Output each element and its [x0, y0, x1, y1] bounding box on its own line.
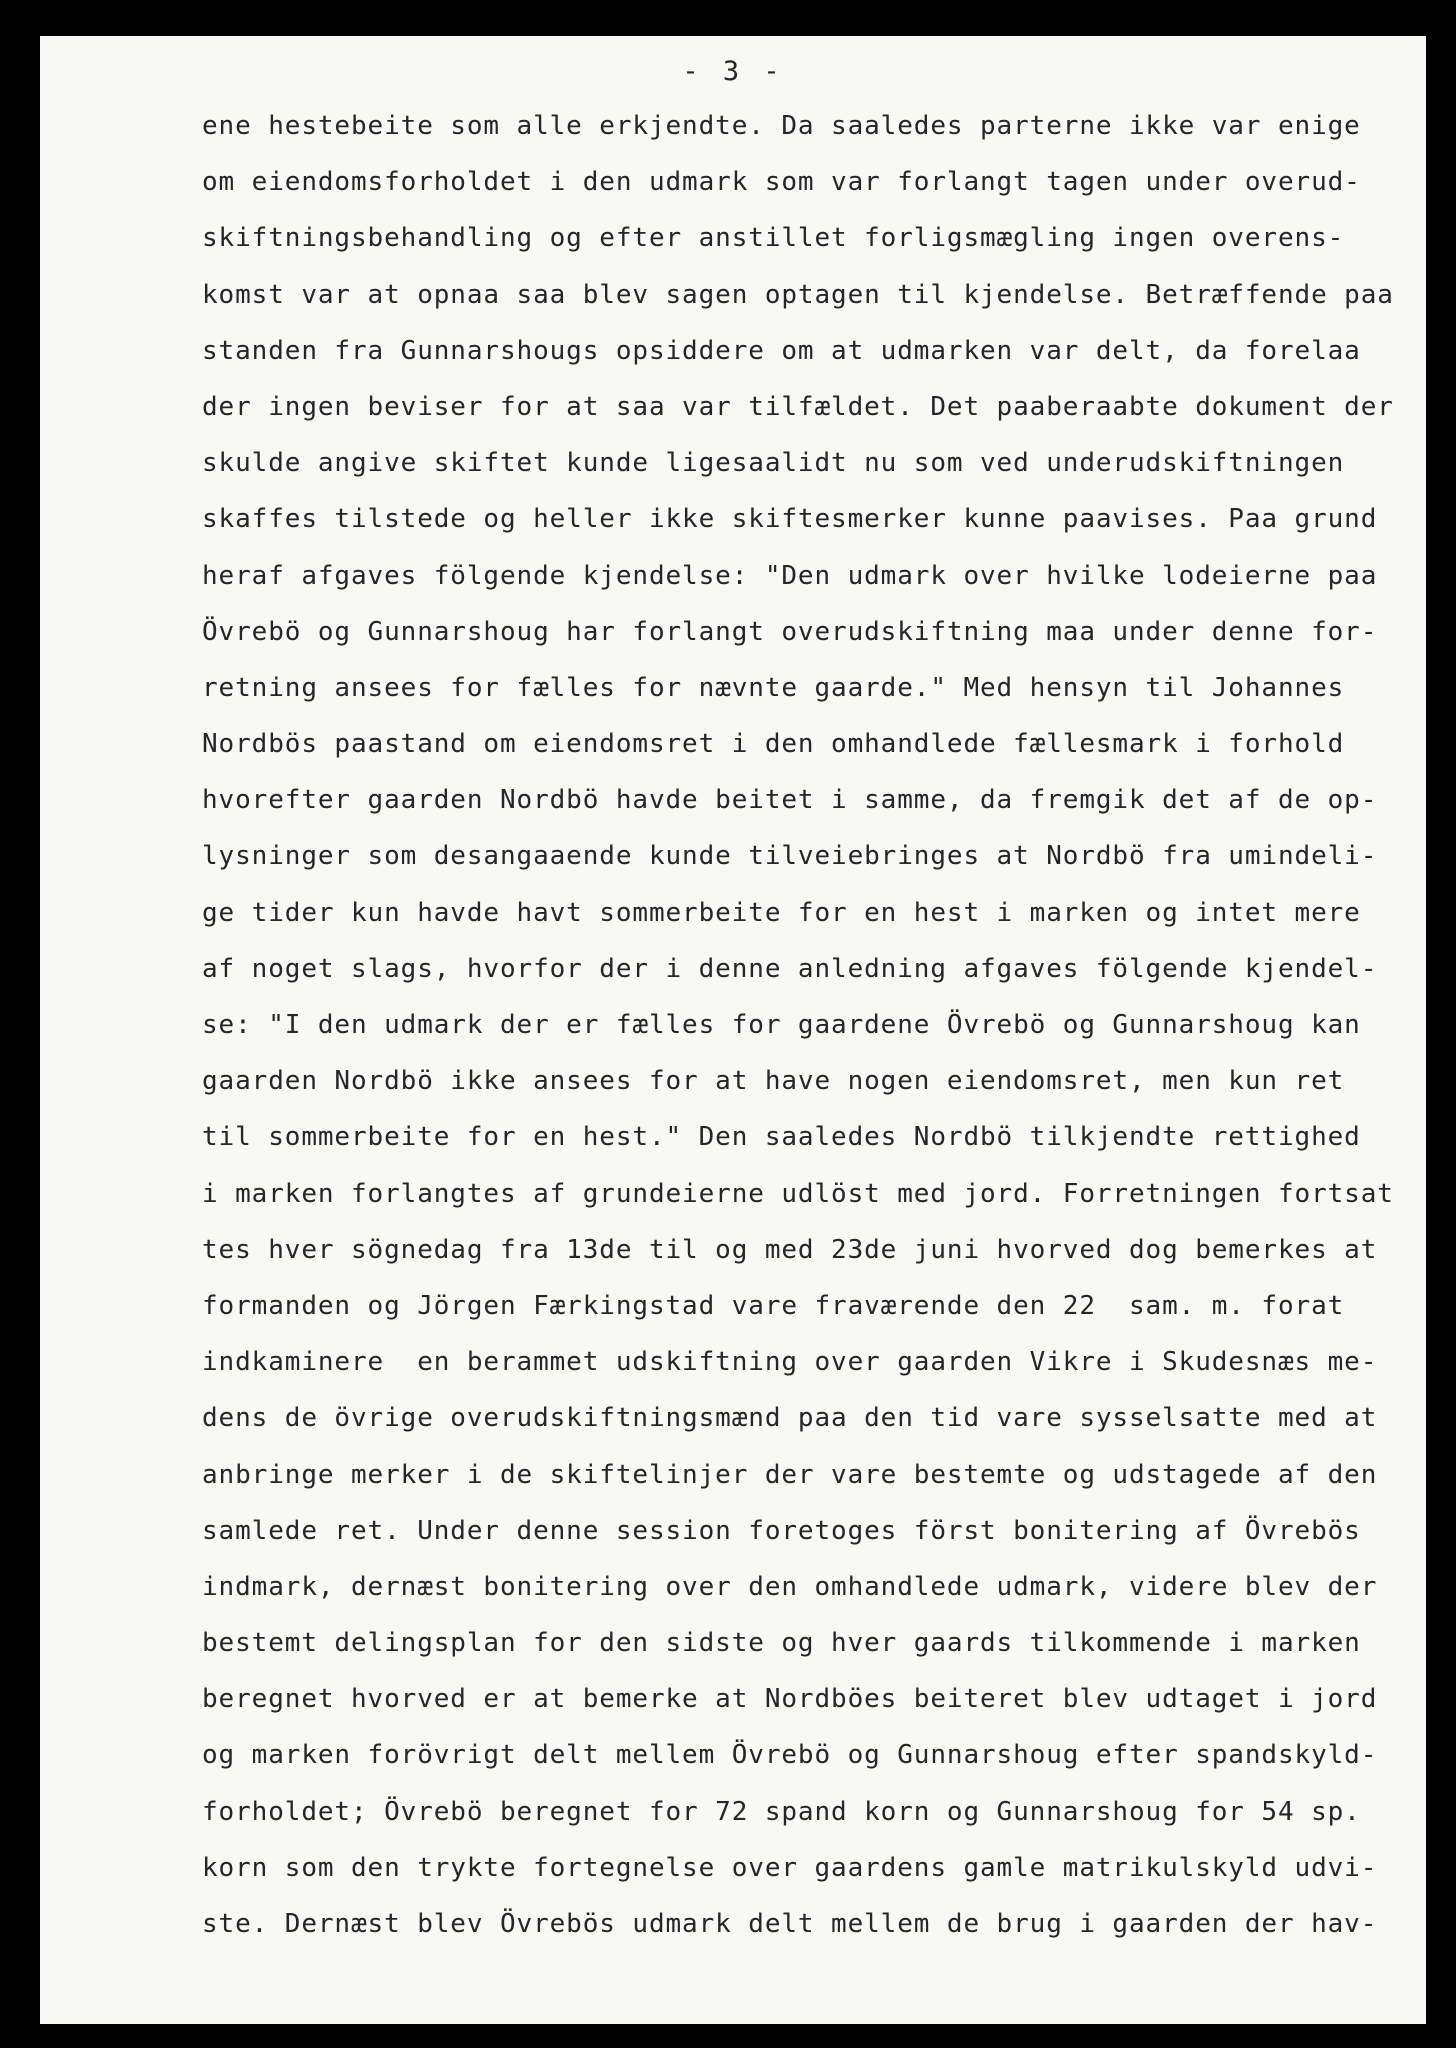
- text-line: gaarden Nordbö ikke ansees for at have nogen eiendomsret, men kun ret: [202, 1066, 1345, 1097]
- text-line: lysninger som desangaaende kunde tilveiebringes at Nordbö fra umindeli-: [202, 841, 1378, 872]
- text-line: samlede ret. Under denne session foretoges först bonitering af Övrebös: [202, 1515, 1361, 1546]
- document-page: [40, 36, 1426, 2024]
- text-line: bestemt delingsplan for den sidste og hver gaards tilkommende i marken: [202, 1628, 1361, 1659]
- text-line: om eiendomsforholdet i den udmark som var forlangt tagen under overud-: [202, 167, 1361, 198]
- text-line: ge tider kun havde havt sommerbeite for en hest i marken og intet mere: [202, 897, 1361, 928]
- text-line: standen fra Gunnarshougs opsiddere om at udmarken var delt, da forelaa: [202, 335, 1361, 366]
- text-line: i marken forlangtes af grundeierne udlöst med jord. Forretningen fortsat: [202, 1178, 1394, 1209]
- text-line: komst var at opnaa saa blev sagen optagen til kjendelse. Betræffende paa: [202, 279, 1394, 310]
- text-line: ste. Dernæst blev Övrebös udmark delt mellem de brug i gaarden der hav-: [202, 1909, 1378, 1939]
- text-line: heraf afgaves fölgende kjendelse: "Den udmark over hvilke lodeierne paa: [202, 560, 1378, 591]
- text-line: af noget slags, hvorfor der i denne anledning afgaves fölgende kjendel-: [202, 953, 1378, 984]
- text-line: hvorefter gaarden Nordbö havde beitet i samme, da fremgik det af de op-: [202, 785, 1378, 816]
- text-line: til sommerbeite for en hest." Den saaledes Nordbö tilkjendte rettighed: [202, 1122, 1361, 1153]
- text-line: retning ansees for fælles for nævnte gaarde." Med hensyn til Johannes: [202, 672, 1345, 703]
- text-line: forholdet; Övrebö beregnet for 72 spand korn og Gunnarshoug for 54 sp.: [202, 1796, 1361, 1827]
- text-line: se: "I den udmark der er fælles for gaardene Övrebö og Gunnarshoug kan: [202, 1010, 1361, 1040]
- text-line: Nordbös paastand om eiendomsret i den omhandlede fællesmark i forhold: [202, 729, 1345, 760]
- text-line: anbringe merker i de skiftelinjer der vare bestemte og udstagede af den: [202, 1459, 1378, 1490]
- text-line: dens de övrige overudskiftningsmænd paa den tid vare sysselsatte med at: [202, 1403, 1378, 1434]
- text-line: skulde angive skiftet kunde ligesaalidt nu som ved underudskiftningen: [202, 448, 1345, 479]
- text-line: skiftningsbehandling og efter anstillet forligsmægling ingen overens-: [202, 223, 1345, 254]
- text-line: tes hver sögnedag fra 13de til og med 23de juni hvorved dog bemerkes at: [202, 1234, 1378, 1265]
- text-line: skaffes tilstede og heller ikke skiftesmerker kunne paavises. Paa grund: [202, 504, 1378, 535]
- text-line: der ingen beviser for at saa var tilfældet. Det paaberaabte dokument der: [202, 391, 1394, 422]
- text-line: ene hestebeite som alle erkjendte. Da saaledes parterne ikke var enige: [202, 111, 1361, 141]
- text-line: indmark, dernæst bonitering over den omhandlede udmark, videre blev der: [202, 1571, 1378, 1602]
- text-line: korn som den trykte fortegnelse over gaardens gamle matrikulskyld udvi-: [202, 1852, 1378, 1883]
- text-line: indkaminere en berammet udskiftning over gaarden Vikre i Skudesnæs me-: [202, 1347, 1378, 1378]
- page-number: - 3 -: [682, 56, 784, 87]
- text-line: Övrebö og Gunnarshoug har forlangt overudskiftning maa under denne for-: [202, 616, 1378, 647]
- typed-text-body: [202, 98, 1412, 1952]
- text-line: formanden og Jörgen Færkingstad vare fraværende den 22 sam. m. forat: [202, 1290, 1345, 1321]
- text-line: og marken forövrigt delt mellem Övrebö og Gunnarshoug efter spandskyld-: [202, 1740, 1378, 1771]
- text-line: beregnet hvorved er at bemerke at Nordböes beiteret blev udtaget i jord: [202, 1684, 1378, 1715]
